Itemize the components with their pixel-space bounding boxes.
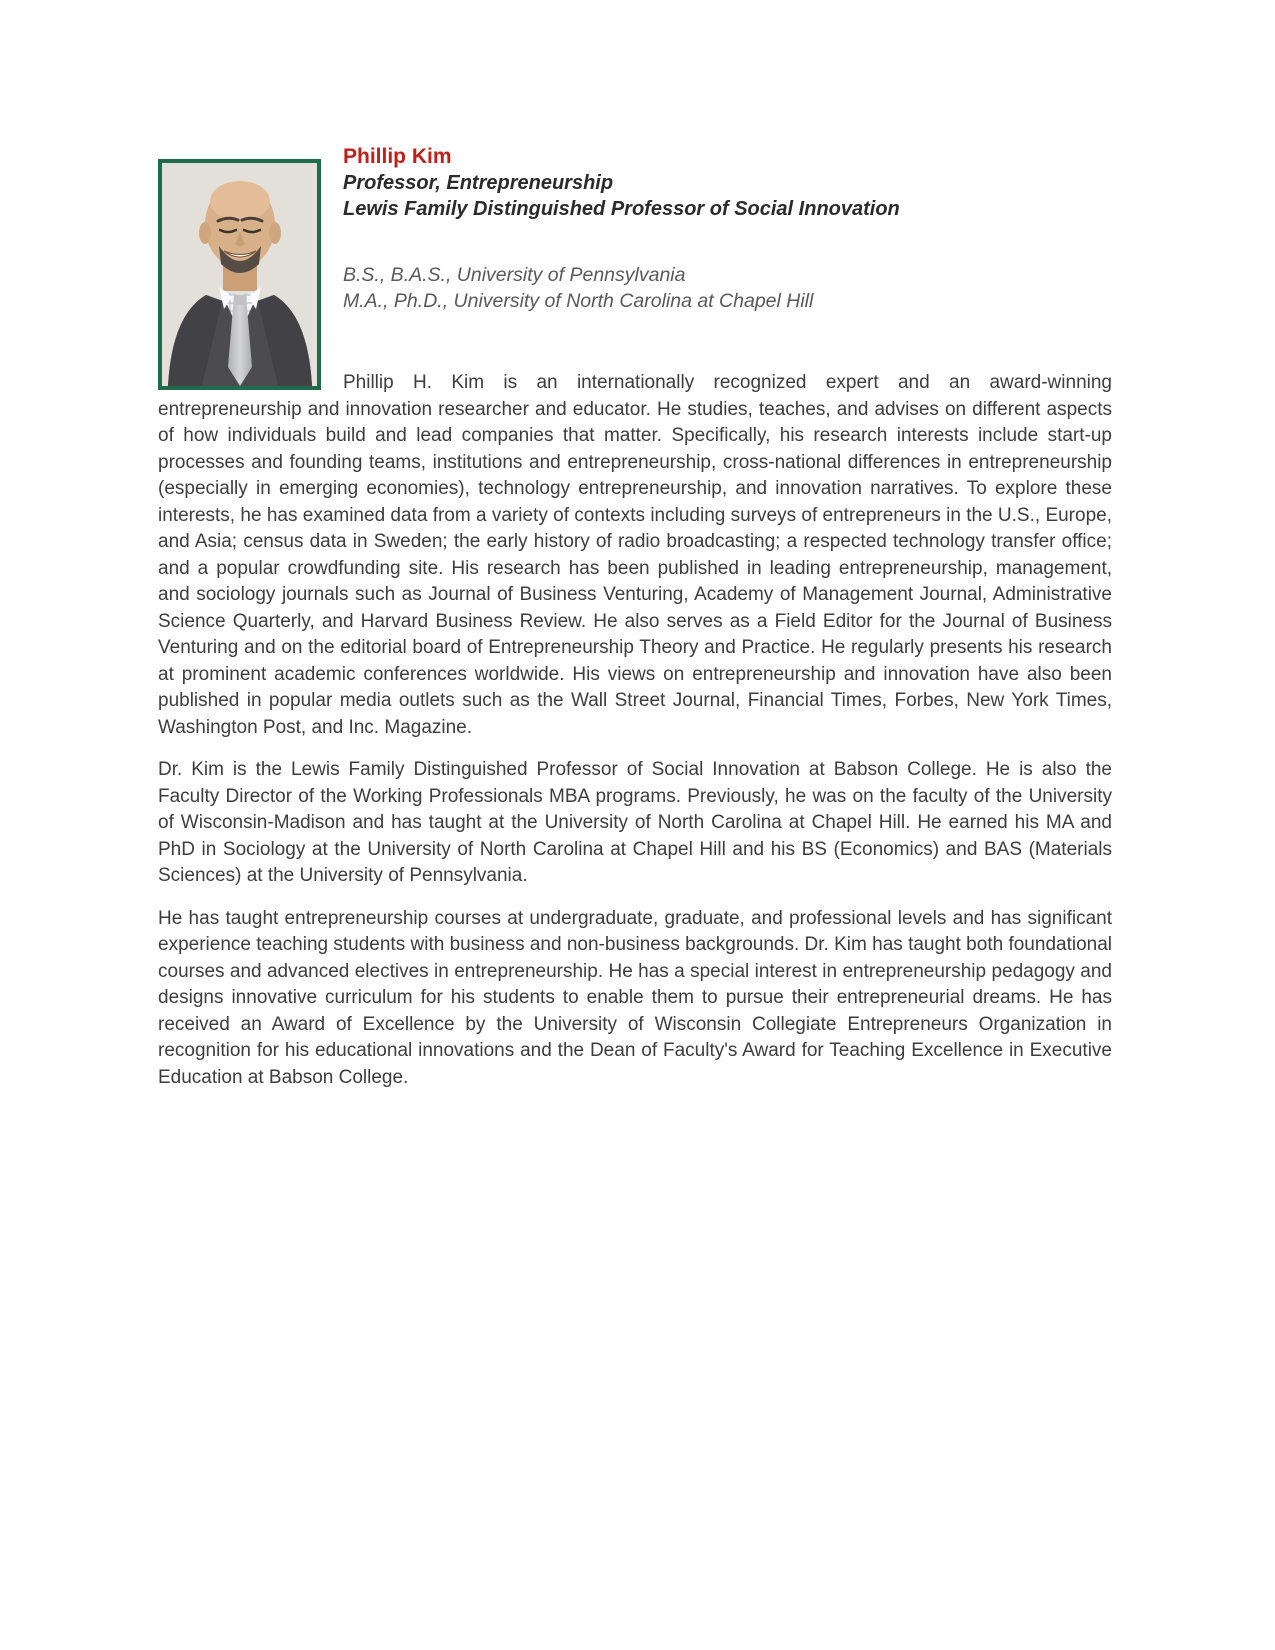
profile-name: Phillip Kim <box>343 145 452 168</box>
degree-line-2: M.A., Ph.D., University of North Carolina at Chapel Hill <box>343 290 814 312</box>
profile-title-1: Professor, Entrepreneurship <box>343 172 614 194</box>
bio-paragraph-3: He has taught entrepreneurship courses at undergraduate, graduate, and professional levels and has significant experience teaching students with business and non-business backgrounds. Dr. Kim has taught both foundational courses and advanced electives in entrepreneurship. He has a special interest in entrepreneurship pedagogy and designs innovative curriculum for his students to enable them to pursue their entrepreneurial dreams. He has received an Award of Excellence by the University of Wisconsin Collegiate Entrepreneurs Organization in recognition for his educational innovations and the Dean of Faculty's Award for Teaching Excellence in Executive Education at Babson College. <box>158 907 1112 1088</box>
profile-photo <box>158 159 321 390</box>
degree-line-1: B.S., B.A.S., University of Pennsylvania <box>343 264 686 286</box>
portrait-image <box>162 163 317 386</box>
bio-paragraph-1: Phillip H. Kim is an internationally recognized expert and an award-winning entrepreneurship and innovation researcher and educator. He studies, teaches, and advises on different aspects of how individuals build and lead companies that matter. Specifically, his research interests include start-up processes and founding teams, institutions and entrepreneurship, cross-national differences in entrepreneurship (especially in emerging economies), technology entrepreneurship, and innovation narratives. To explore these interests, he has examined data from a variety of contexts including surveys of entrepreneurs in the U.S., Europe, and Asia; census data in Sweden; the early history of radio broadcasting; a respected technology transfer office; and a popular crowdfunding site. His research has been published in leading entrepreneurship, management, and sociology journals such as Journal of Business Venturing, Academy of Management Journal, Administrative Science Quarterly, and Harvard Business Review. He also serves as a Field Editor for the Journal of Business Venturing and on the editorial board of Entrepreneurship Theory and Practice. He regularly presents his research at prominent academic conferences worldwide. His views on entrepreneurship and innovation have also been published in popular media outlets such as the Wall Street Journal, Financial Times, Forbes, New York Times, Washington Post, and Inc. Magazine. <box>158 372 1112 738</box>
profile-title-2: Lewis Family Distinguished Professor of Social Innovation <box>343 198 900 220</box>
bio-paragraph-2: Dr. Kim is the Lewis Family Distinguished Professor of Social Innovation at Babson College. He is also the Faculty Director of the Working Professionals MBA programs. Previously, he was on the faculty of the University of Wisconsin-Madison and has taught at the University of North Carolina at Chapel Hill. He earned his MA and PhD in Sociology at the University of North Carolina at Chapel Hill and his BS (Economics) and BAS (Materials Sciences) at the University of Pennsylvania. <box>158 759 1112 886</box>
